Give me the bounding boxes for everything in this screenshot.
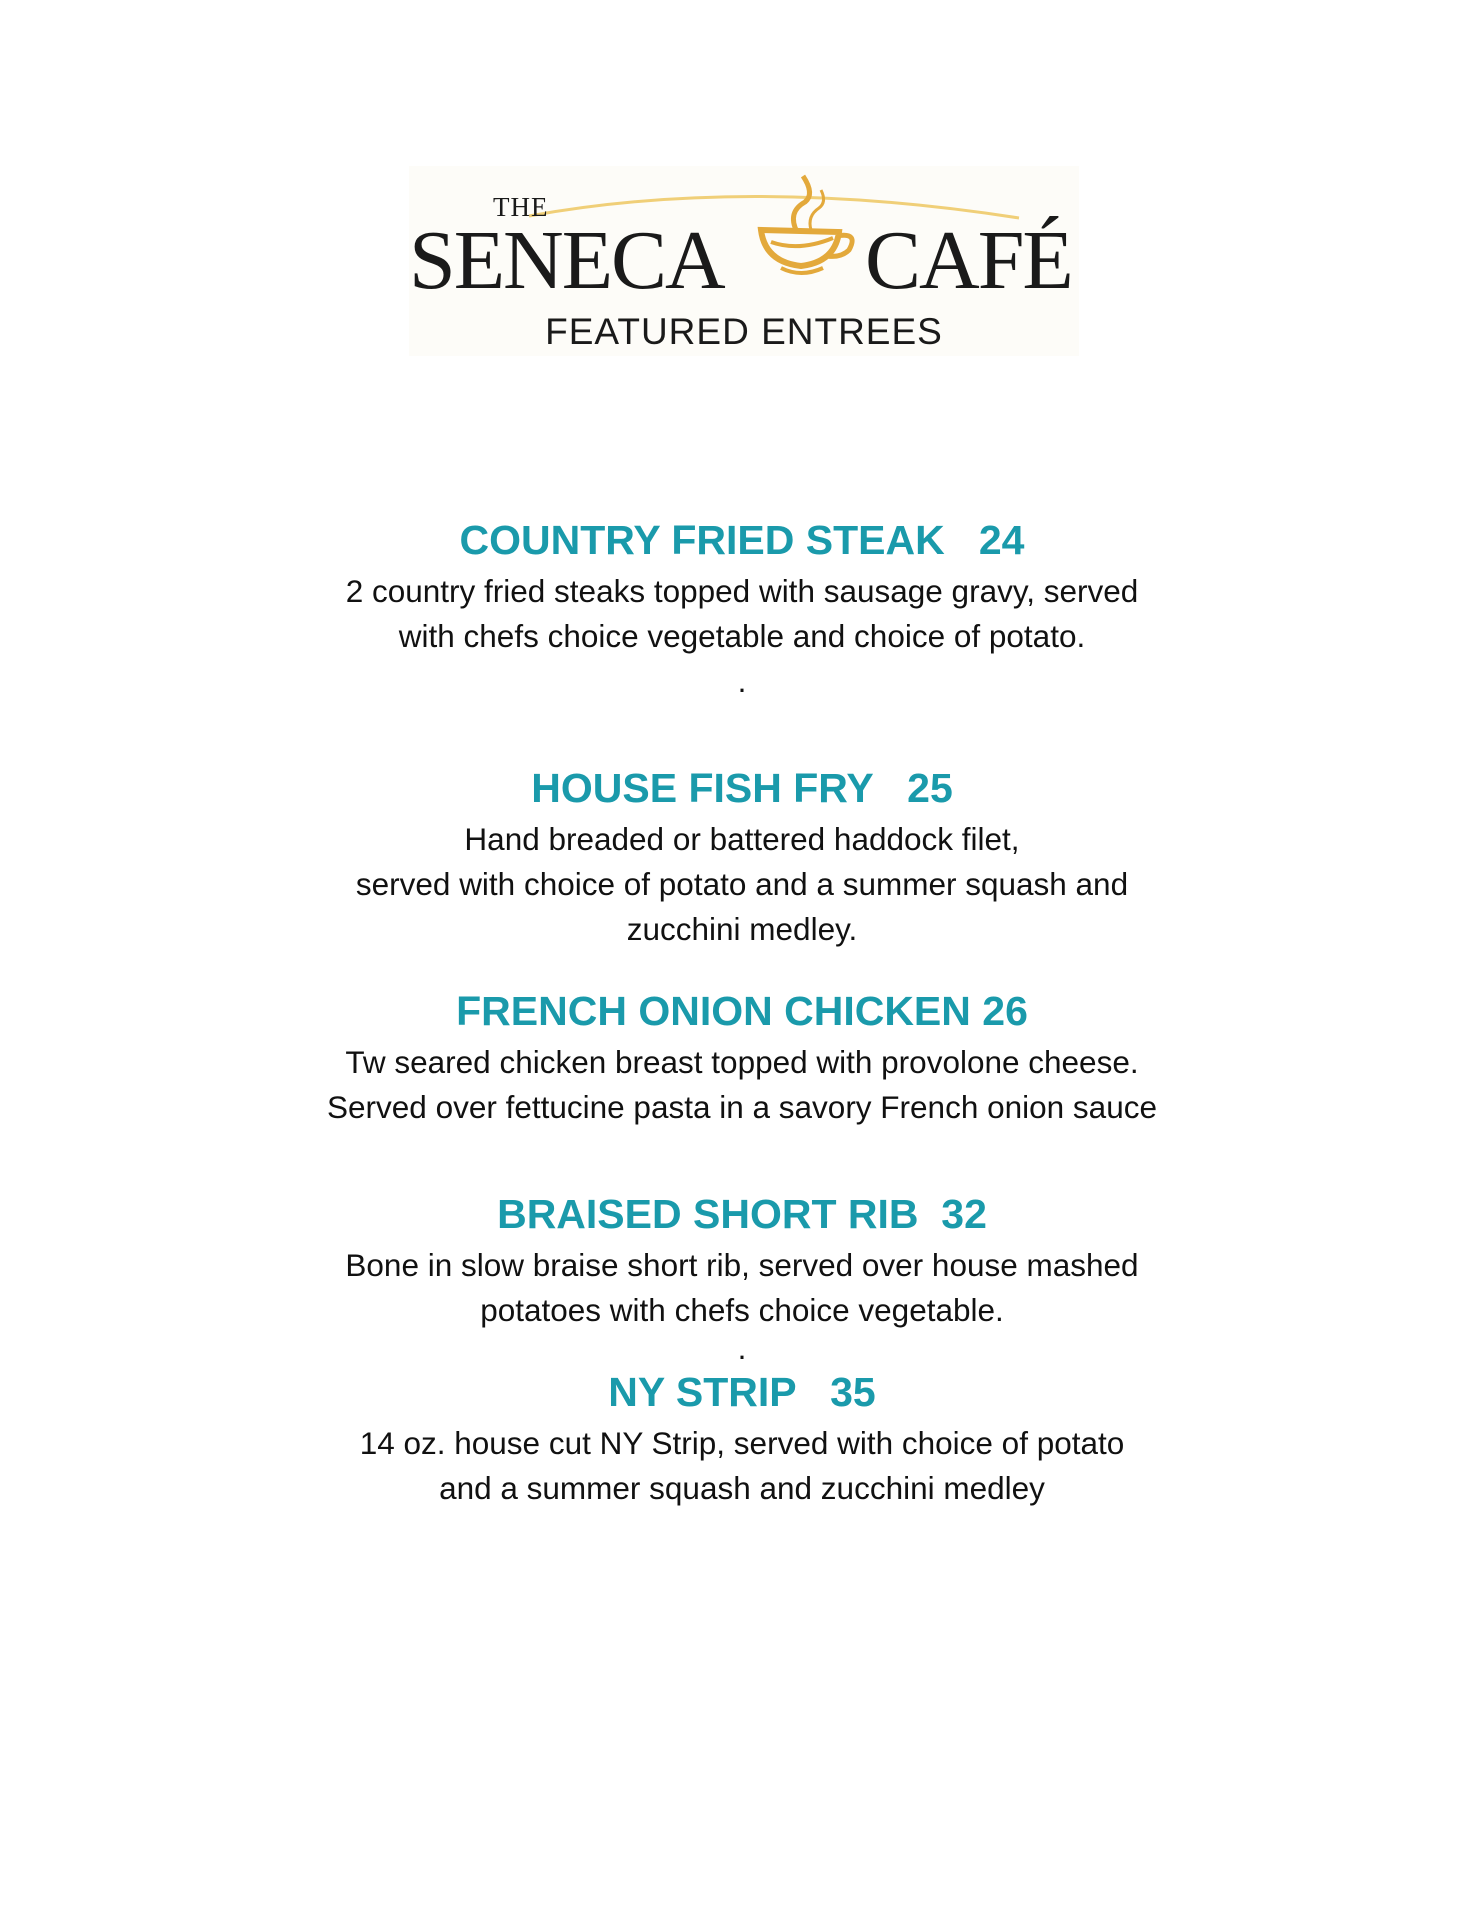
logo-the-text: THE: [493, 192, 549, 222]
description-line: with chefs choice vegetable and choice of potato.: [398, 618, 1086, 654]
description-line: 2 country fried steaks topped with sausage gravy, served: [345, 573, 1139, 609]
description-line: served with choice of potato and a summer squash and: [355, 866, 1129, 902]
description-line: Tw seared chicken breast topped with provolone cheese.: [345, 1044, 1139, 1080]
coffee-cup-icon: [761, 176, 852, 273]
description-line: and a summer squash and zucchini medley: [439, 1470, 1045, 1506]
menu-item-description: [0, 817, 1484, 952]
logo-subtitle: FEATURED ENTREES: [545, 311, 943, 352]
separator-dot: .: [737, 1330, 747, 1366]
description-line: Bone in slow braise short rib, served over house mashed: [345, 1247, 1139, 1283]
restaurant-logo: [409, 166, 1079, 356]
description-line: potatoes with chefs choice vegetable.: [480, 1292, 1004, 1328]
logo-name-left: SENECA: [409, 214, 724, 307]
menu-item: [0, 511, 1484, 704]
menu-item-description: [0, 1040, 1484, 1130]
description-line: zucchini medley.: [626, 911, 858, 947]
menu-item: [0, 1185, 1484, 1366]
menu-item-title: BRAISED SHORT RIB 32: [497, 1191, 987, 1237]
logo-name-right: CAFÉ: [865, 214, 1072, 307]
menu-item-title: HOUSE FISH FRY 25: [531, 765, 953, 811]
entree-menu: [0, 511, 1484, 1511]
menu-item-description: [0, 569, 1484, 704]
menu-item: [0, 1363, 1484, 1511]
separator-dot: .: [737, 663, 747, 699]
menu-item: [0, 759, 1484, 952]
menu-item-title: NY STRIP 35: [608, 1369, 876, 1415]
menu-item: [0, 982, 1484, 1130]
menu-item-title: COUNTRY FRIED STEAK 24: [459, 517, 1025, 563]
menu-item-description: [0, 1421, 1484, 1511]
description-line: Hand breaded or battered haddock filet,: [464, 821, 1020, 857]
menu-item-title: FRENCH ONION CHICKEN 26: [456, 988, 1028, 1034]
menu-item-description: [0, 1243, 1484, 1366]
description-line: Served over fettucine pasta in a savory French onion sauce: [327, 1089, 1157, 1125]
description-line: 14 oz. house cut NY Strip, served with choice of potato: [359, 1425, 1125, 1461]
